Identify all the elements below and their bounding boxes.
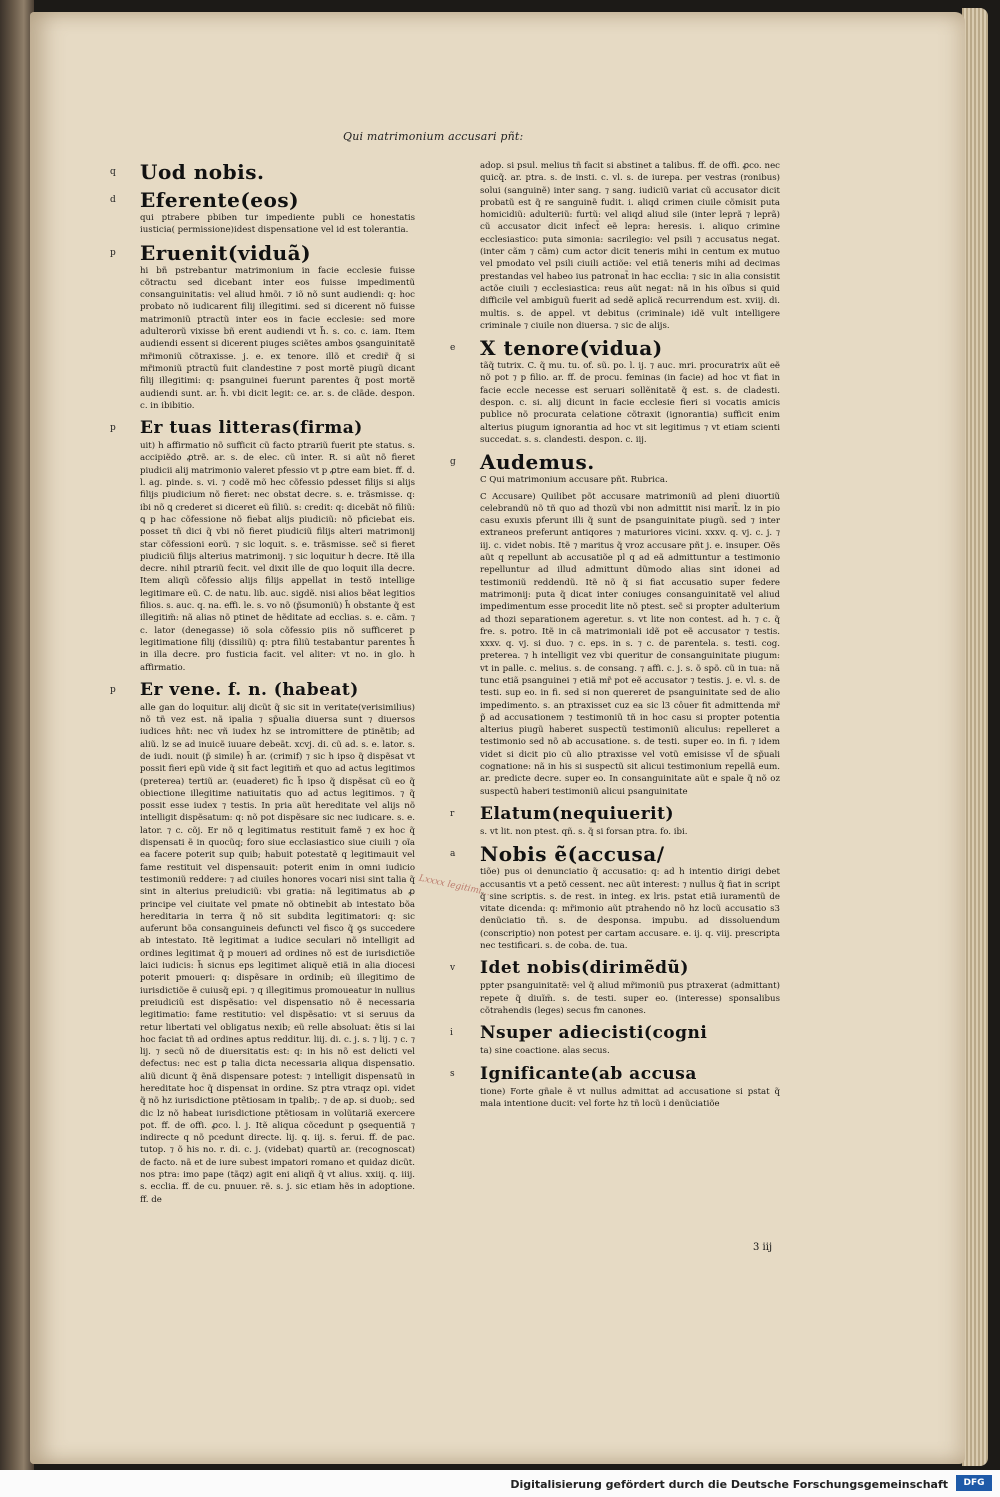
lemma-heading: Ignificante(ab accusa [480,1063,697,1084]
folio-signature: 3 iij [753,1242,773,1253]
gloss-text: hi bñ pstrebantur matrimonium in facie ecclesie fuisse cõtractu sed dicebant inter eos fuisse impedimentũ consanguinitatis: vel aliud hmõi. ⁊ iõ nõ sunt audiendi: q: hoc probato nõ iudicarent filij illegitimi. sed si dicerent nõ fuisse matrimoniũ ptractũ inter eos in facie ecclesie: sed more adulterorũ vixisse bñ erent audiendi vt h̃. s. co. c. iam. Item audiendi essent si dicerent piuges sciẽtes ambos ꝯsanguinitatẽ mr̃imoniũ cõtraxisse. j. e. ex tenore. illõ et credir̃ q̃ si mr̃imoniũ ptractũ fuit clandestine ⁊ post mortẽ piugũ dicant filij illegitimi: q: psanguinei fuerunt parentes q̃ post mortẽ audiendi sunt. ar. h̃. vbi dicit legit: ce. ar. s. de clãde. despon. c. in ibibitio. [140,265,415,411]
footer-credit: Digitalisierung gefördert durch die Deutsche Forschungsgemeinschaft [510,1478,948,1491]
margin-gloss: Lxxxx legitimi... [417,873,491,899]
book-binding [0,0,34,1470]
entry [110,416,415,674]
gloss-text: uit) h affirmatio nõ sufficit cũ facto ptrariũ fuerit pte status. s. accipiẽdo ꝓtrẽ. ar. s. de elec. cũ inter. R. si aũt nõ fieret piudicii alij matrimonio valeret pfessio vt p ꝓtre eam biet. ff. d. l. ag. pinde. s. vi. ⁊ codẽ mõ hec cõfessio pdesset filijs si alijs filijs piudicium nõ fieret: nec obstat decre. s. e. trãsmisse. q: ibi nõ ꝗ crederet si diceret eũ filiũ. s: credit: q: dicebãt nõ filiũ: ꝗ p hac cõfessione nõ fiebat alijs piudiciũ: nõ pficiebat eis. posset tñ dici q̃ vbi nõ fieret piudiciũ filijs alteri matrimonij star cõfessioni eorũ. ⁊ sic loquit. s. e. trãsmisse. sec̃ si fieret piudiciũ filijs alterius matrimonij. ⁊ sic loquitur h decre. Itẽ illa decre. nihil ptrariũ fecit. vel dixit ille de quo loquit illa decre. Item aliqũ cõfessio alijs filijs appellat in testõ intellige legitimare eũ. C. de natu. lib. auc. sigdẽ. nisi alios bẽat legitios filios. s. auc. q. na. effi. le. s. vo nõ (p̃sumoniũ) h̃ obstante q̃ est illegitim̃: nã alias nõ ptinet de hẽditate ad ecclias. s. e. cãm. ⁊ c. lator (denegasse) iõ sola cõfessio piis nõ sufficeret p legitimatione filij (dissiliũ) q: ptra filiũ testabantur parentes h̃ in illa decre. pro fusticia facit. vel aliter: vt no. in glo. h affirmatio. [140,441,415,673]
entry [450,956,780,1017]
lemma-heading: Er tuas litteras(firma) [140,418,363,439]
gloss-text: qui ptrabere pbiben tur impediente publi ce honestatis iusticia( permissione)idest dispensatione vel id est tolerantia. [140,213,415,236]
section-marker: e [450,343,456,354]
entry [450,1062,780,1111]
running-head: Qui matrimonium accusari pñt: [343,130,524,143]
gloss-text: C Qui matrimonium accusare pñt. Rubrica. [480,475,668,486]
entry [110,160,415,184]
lemma-heading: X tenore(vidua) [480,336,663,361]
lemma-heading: Eruenit(viduã) [140,240,312,265]
gloss-text: ppter psanguinitatẽ: vel q̃ aliud mr̃imoniũ pus ptraxerat (admittant) repete q̃ diuĩm̃. s. de testi. super eo. (interesse) sponsalibus cõtrahendis (leges) secus fm canones. [480,981,780,1016]
section-marker: s [450,1068,455,1079]
lemma-heading: Nsuper adiecisti(cogni [480,1023,708,1044]
section-marker: p [110,684,116,695]
entry [110,678,415,1206]
gloss-text: C Accusare) Quilibet põt accusare matrimoniũ ad pleni diuortiũ celebrandũ nõ tñ quo ad thozũ vbi non admittit nisi marit̃. lz in pio casu exuxis pferunt illi q̃ sunt de psanguinitate piugũ. sed ⁊ inter extraneos preferunt antiqores ⁊ maturiores vicini. xxxv. q. vj. c. j. ⁊ iij. c. videt nobis. Itẽ ⁊ maritus q̃ vroz accusare pñt j. e. insuper. Oẽs aũt q repellunt ab accusatiõe pl q ad eã admittuntur a testimonio repelluntur ad illud admittunt dũmodo alias sint idonei ad testimoniũ reddendũ. Itẽ nõ q̃ si fiat accusatio super federe matrimonij: puta q̃ dicat inter coniuges consanguinitatẽ vel aliud impedimentum esse procedit lite nõ ptest. sec̃ si propter adulterium ad thozi separationem ageretur. s. vt lite non contest. ad h. ⁊ c. q̃ fre. s. potro. Itẽ in cã matrimoniali idẽ pot eẽ accusator ⁊ testis. xxxv. q. vj. si duo. ⁊ c. eps. in s. ⁊ c. de parentela. s. testi. cog. preterea. ⁊ h intelligit vez vbi queritur de consanguinitate piugum: vt in palle. c. melius. s. de consang. ⁊ affi. c. j. s. õ spõ. cũ in tua: nã tunc etiã psanguinei ⁊ etiã mr̃ pot eẽ accusator ⁊ testis. j. e. vl. s. de testi. sup eo. in fi. sed si non quereret de psanguinitate sed de alio impedimento. s. an ptraxisset cuz ea sic l3 côuer fit admittenda mr̃ p̃ ad accusationem ⁊ testimoniũ tñ in hoc casu si propter potentia alterius piugũ haberet suspectũ testimoniũ aliculus: repelleret a testimonio sed nõ ab accusatione. s. de testi. super eo. in fi. ⁊ idem videt si dicit pio cũ alio ptraxisse vel votũ emisisse vl̃ de sp̃uali cognatione: nã in his si suspectũ sit alicui testimonium repellã eum. ar. predicte decre. super eo. In consanguinitate aũt e spale q̃ nõ oz suspectũ haberi testimoniũ alicui psanguinitate [480,491,780,797]
lemma-heading: Audemus. [480,450,595,475]
left-column [110,160,415,1210]
section-marker: d [110,195,116,205]
lemma-heading: Elatum(nequiuerit) [480,803,675,824]
entry [450,802,780,838]
section-marker: v [450,963,456,974]
section-marker: p [110,423,116,434]
entry [480,491,780,798]
entry [450,336,780,446]
entry [480,160,780,332]
entry [450,1021,780,1057]
lemma-heading: Idet nobis(dirimẽdũ) [480,958,689,979]
section-marker: a [450,849,456,860]
dfg-logo: DFG [956,1475,992,1491]
section-marker: p [110,247,116,258]
entry [110,240,415,413]
section-marker: i [450,1028,453,1039]
gloss-text: tiõe) pus oi denunciatio q̃ accusatio: q: ad h intentio dirigi debet accusantis vt a petõ cessent. nec aũt interest: ⁊ nullus q̃ fiat in script q̃ sine scriptis. s. de rest. in integ. ex lris. pstat etiã iuramentũ de vitate dicenda: q: mr̃imonio aũt ptrahendo nõ hz locũ accusatio s3 denũciatio tñ. s. de desponsa. impubu. ad dissoluendum (conscriptio) non potest per cartam accusare. e. ij. q. viij. prescripta nec testificari. s. de coba. de. tua. [480,867,780,952]
section-marker: r [450,808,455,819]
section-marker: q [110,167,116,177]
gloss-text: adop. si psul. melius tñ facit si abstinet a talibus. ff. de offi. ꝓco. nec quicq̃. ar. ptra. s. de insti. c. vl. s. de iurepa. per vestras (ronibus) solui (sanguinẽ) inter sang. ⁊ sang. iudiciũ variat cũ accusator dicit probatũ est q̃ re sanguinẽ fudit. i. aliqd crimen ciuile cõmisit puta homicidiũ: adulteriũ: furtũ: vel aliqd aliud sile (inter leprã ⁊ leprã) cũ accusator dicit infect̃ eẽ lepra: heresis. i. aliquo crimine ecclesiastico: puta simonia: sacrilegio: vel psili ⁊ accusatus negat. (inter cãm ⁊ cãm) cum actor dicit teneris mihi in centum ex mutuo vel pmodato vel psili ciuili actiõe: vel etiã teneris mihi ad decimas prestandas vel habeo ius patronat̃ in hac ecclia: ⁊ sic in alia consistit actõe ciuili ⁊ ecclesiastica: reus aũt negat: nã in his oĩbus si quid difficile vel ambiguũ fuerit ad sedẽ aplicã recurrendum est. xviij. di. multis. s. de appel. vt debitus (criminale) idẽ vult intelligere criminale ⁊ ciuile non diuersa. ⁊ sic de alijs. [480,161,780,331]
page-edge [962,8,988,1466]
footer-bar [0,1470,1000,1497]
lemma-heading: Nobis ẽ(accusa/ [480,842,665,867]
entry [450,450,780,486]
lemma-heading: Eferente(eos) [140,188,300,212]
gloss-text: tãq̃ tutrix. C. q̃ mu. tu. of. sũ. po. l. ij. ⁊ auc. mri. procuratrix aũt eẽ nõ pot ⁊ p filio. ar. ff. de procu. feminas (in facie) ad hoc vt fiat in facie eccle necesse est seruari sollẽnitatẽ q̃ est. s. de cladesti. despon. c. si. alij dicunt in facie ecclesie fieri si vocatis amicis publice nõ procurata celatione cõtraxit (ignorantia) sufficit enim alterius piugum ignorantia ad hoc vt sit legitimus ⁊ vt etiam scienti succedat. s. s. clandesti. despon. c. iij. [480,361,780,445]
gloss-text: tione) Forte gñale ẽ vt nullus admittat ad accusatione si pstat q̃ mala intentione ducit: vel forte hz tñ locũ i denũciatiõe [480,1086,780,1109]
gloss-text: ta) sine coactione. alas secus. [480,1046,610,1057]
section-marker: g [450,457,456,468]
entry [110,188,415,237]
lemma-heading: Uod nobis. [140,160,265,184]
gloss-text: alle gan do loquitur. alij dicũt q̃ sic sit in veritate(verisimilius) nõ tñ vez est. nã ipalia ⁊ sp̃ualia diuersa sunt ⁊ diuersos iudices hñt: nec vñ iudex hz se intromittere de ptinẽtib; ad aliũ. lz se ad inuicẽ iuuare debeãt. xcvj. di. cũ ad. s. e. lator. s. de iudi. nouit (p̃ simile) h̃ ar. (crimif) ⁊ sic h ipso q̃ dispẽsat vt possit fieri epũ vide q̃ sit fact legitim̃ et quo ad actus legitimos (preterea) tertiũ ar. (euaderet) fic h̃ ipso q̃ dispẽsat cũ eo q̃ obiectione illegitime natiuitatis quo ad actus legitimos. ⁊ q̃ possit esse iudex ⁊ testis. In pria aũt hereditate vel alijs nõ intelligit dispẽsatum: q: nõ pot dispẽsare sic nec iudicare. s. e. lator. ⁊ c. cõj. Er nõ q legitimatus restituit famẽ ⁊ ex hoc q̃ dispensati ẽ in quocũq; foro siue ecclasiastico siue ciuili ⁊ oĩa ea facere poterit sup quib; habuit potestatẽ q legitimauit vel fame restituit vel dispensauit: poterit enim in omni iudicio testimoniũ reddere: ⁊ ad ciuiles honores vocari nisi sint talia q̃ sint in alterius preiudiciũ: vbi gratia: nã legitimatus ab ꝓ principe vel ciuitate vel pmate nõ obtinebit ab intestato bõa hereditaria in terra q̃ nõ sit subdita legitimatori: q: sic auferunt bõa consanguineis defuncti vel fisco q̃ ꝯs succedere ab intestato. Itẽ legitimat a iudice seculari nõ intelligit ad ordines legitimat q̃ p moueri ad ordines nõ est de iurisdictiõe laici iudicis: h̃ sicnus eps legitimet aliquẽ etiã in alia diocesi poterit pmoueri: q: dispẽsare in ordinib; eũ illegitimo de iurisdictiõe ẽ cuiusq̃ epi. ⁊ q illegitimus promoueatur in nullius preiudiciũ est dispẽsatio: vel dispensatio nõ ẽ necessaria legitimatio: fame restitutio: vel dispẽsatio: vt si seruus da retur libertati vel obligatus nexib; eũ relle absoluat: ẽtis si lai hoc faciat tñ ad ordines aptus redditur. liij. di. c. j. s. ⁊ lij. ⁊ c. ⁊ lij. ⁊ secũ nõ de diuersitatis est: q: in his nõ est delicti vel defectus: nec est ꝑ talia dicta necessaria aliqua dispensatio. aliũ dicunt q̃ ẽnã dispensare potest: ⁊ intelligit dispensatũ in hereditate hoc q̃ dispensat in ordine. Sz ptra vtraqz opi. videt q̃ nõ hz iurisdictione ptẽtiosam in tpalib;. ⁊ de ap. si duob;. sed dic lz nõ habeat iurisdictione ptẽtiosam in volũtariã exercere pot. ff. de offi. ꝓco. l. j. Itẽ aliqua cõcedunt p ꝯsequentiã ⁊ indirecte q nõ pcedunt directe. lij. q. iij. s. ferui. ff. de pac. tutop. ⁊ õ his no. r. di. c. j. (videbat) quartũ ar. (recognoscat) de facto. nã et de iure subest impatori romano et quidaz dicũt. nos ptra: imo pape (tãqz) agit eni aliqñ q̃ vt alius. xxiij. q. iiij. s. ecclia. ff. de cu. pnuuer. rẽ. s. j. sic etiam hẽs in adoptione. ff. de [140,702,415,1205]
gloss-text: s. vt lit. non ptest. qñ. s. q̃ si forsan ptra. fo. ibi. [480,826,688,837]
lemma-heading: Er vene. f. n. (habeat) [140,679,359,700]
